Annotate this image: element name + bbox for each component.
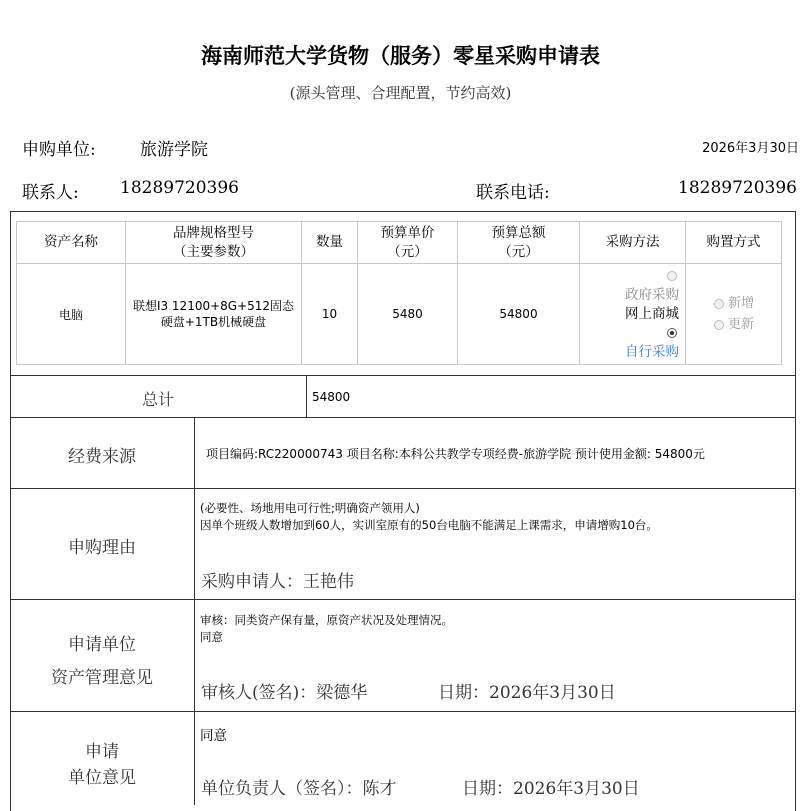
asset-opinion-hint: 审核：同类资产保有量，原资产状况及处理情况。 [200, 613, 453, 627]
cell-method [580, 264, 686, 365]
contact-label: 联系人: [22, 183, 79, 203]
unit-opinion-label-cell [10, 712, 195, 805]
cell-spec: 联想I3 12100+8G+512固态 硬盘+1TB机械硬盘 [126, 264, 302, 365]
radio-replace[interactable] [714, 320, 724, 330]
unit-opinion-label-line1: 申请 [85, 742, 119, 762]
radio-new[interactable] [714, 299, 724, 309]
purchase-replace-label: 更新 [728, 317, 755, 332]
total-row [10, 375, 796, 417]
asset-review-date: 日期：2026年3月30日 [438, 683, 616, 703]
header-asset-name: 资产名称 [17, 222, 126, 264]
reason-label: 申购理由 [68, 538, 136, 558]
contact-value: 18289720396 [120, 178, 239, 198]
method-gov-procurement-label: 政府采购 [625, 286, 679, 303]
total-label-cell [10, 376, 307, 417]
phone-value: 18289720396 [678, 178, 797, 198]
phone-label: 联系电话: [476, 183, 550, 203]
header-purchase-type: 购置方式 [686, 222, 782, 264]
asset-opinion-text: 同意 [200, 630, 223, 644]
cell-asset-name: 电脑 [17, 264, 126, 365]
reason-hint: (必要性、场地用电可行性;明确资产领用人) [200, 501, 420, 515]
header-total: 预算总额 （元） [458, 222, 580, 264]
total-label: 总计 [141, 390, 174, 409]
unit-opinion-text: 同意 [200, 728, 227, 744]
unit-opinion-date: 日期：2026年3月30日 [462, 779, 640, 799]
funding-label-cell [10, 418, 195, 488]
dept-value: 旅游学院 [140, 140, 208, 160]
items-row [17, 264, 782, 365]
cell-purchase-type [686, 264, 782, 365]
dept-label: 申购单位: [22, 140, 96, 160]
funding-text: 项目编码:RC220000743 项目名称:本科公共教学专项经费-旅游学院 预计使用金额: 54800元 [206, 447, 705, 461]
asset-reviewer-signature: 审核人(签名)：梁德华 [201, 683, 368, 703]
method-self-procurement-link[interactable]: 自行采购 [625, 343, 679, 360]
reason-row [10, 488, 796, 599]
header-spec: 品牌规格型号 （主要参数） [126, 222, 302, 264]
asset-opinion-label-line2: 资产管理意见 [51, 668, 153, 688]
form-subtitle: (源头管理、合理配置，节约高效) [289, 84, 512, 102]
purchase-new-label: 新增 [728, 296, 755, 311]
apply-date: 2026年3月30日 [702, 141, 799, 156]
cell-unit-price: 5480 [358, 264, 458, 365]
unit-leader-signature: 单位负责人（签名）：陈才 [201, 779, 397, 799]
form-title: 海南师范大学货物（服务）零星采购申请表 [201, 44, 600, 68]
header-unit-price: 预算单价 （元） [358, 222, 458, 264]
items-header-row [17, 222, 782, 264]
header-method: 采购方法 [580, 222, 686, 264]
applicant-signature: 采购申请人：王艳伟 [201, 572, 354, 592]
total-value: 54800 [312, 390, 351, 404]
items-table [16, 221, 782, 365]
header-qty: 数量 [302, 222, 358, 264]
reason-text: 因单个班级人数增加到60人，实训室原有的50台电脑不能满足上课需求，申请增购10台。 [200, 518, 658, 532]
method-online-mall-label: 网上商城 [625, 305, 679, 322]
funding-row [10, 417, 796, 488]
unit-opinion-row [10, 711, 796, 805]
asset-opinion-row [10, 599, 796, 711]
unit-opinion-label-line2: 单位意见 [68, 768, 136, 788]
funding-label: 经费来源 [68, 447, 136, 467]
asset-opinion-label-line1: 申请单位 [68, 635, 136, 655]
reason-label-cell [10, 489, 195, 599]
asset-opinion-label-cell [10, 600, 195, 711]
cell-total: 54800 [458, 264, 580, 365]
cell-qty: 10 [302, 264, 358, 365]
radio-online-mall[interactable] [667, 328, 677, 338]
radio-gov-procurement[interactable] [667, 271, 677, 281]
